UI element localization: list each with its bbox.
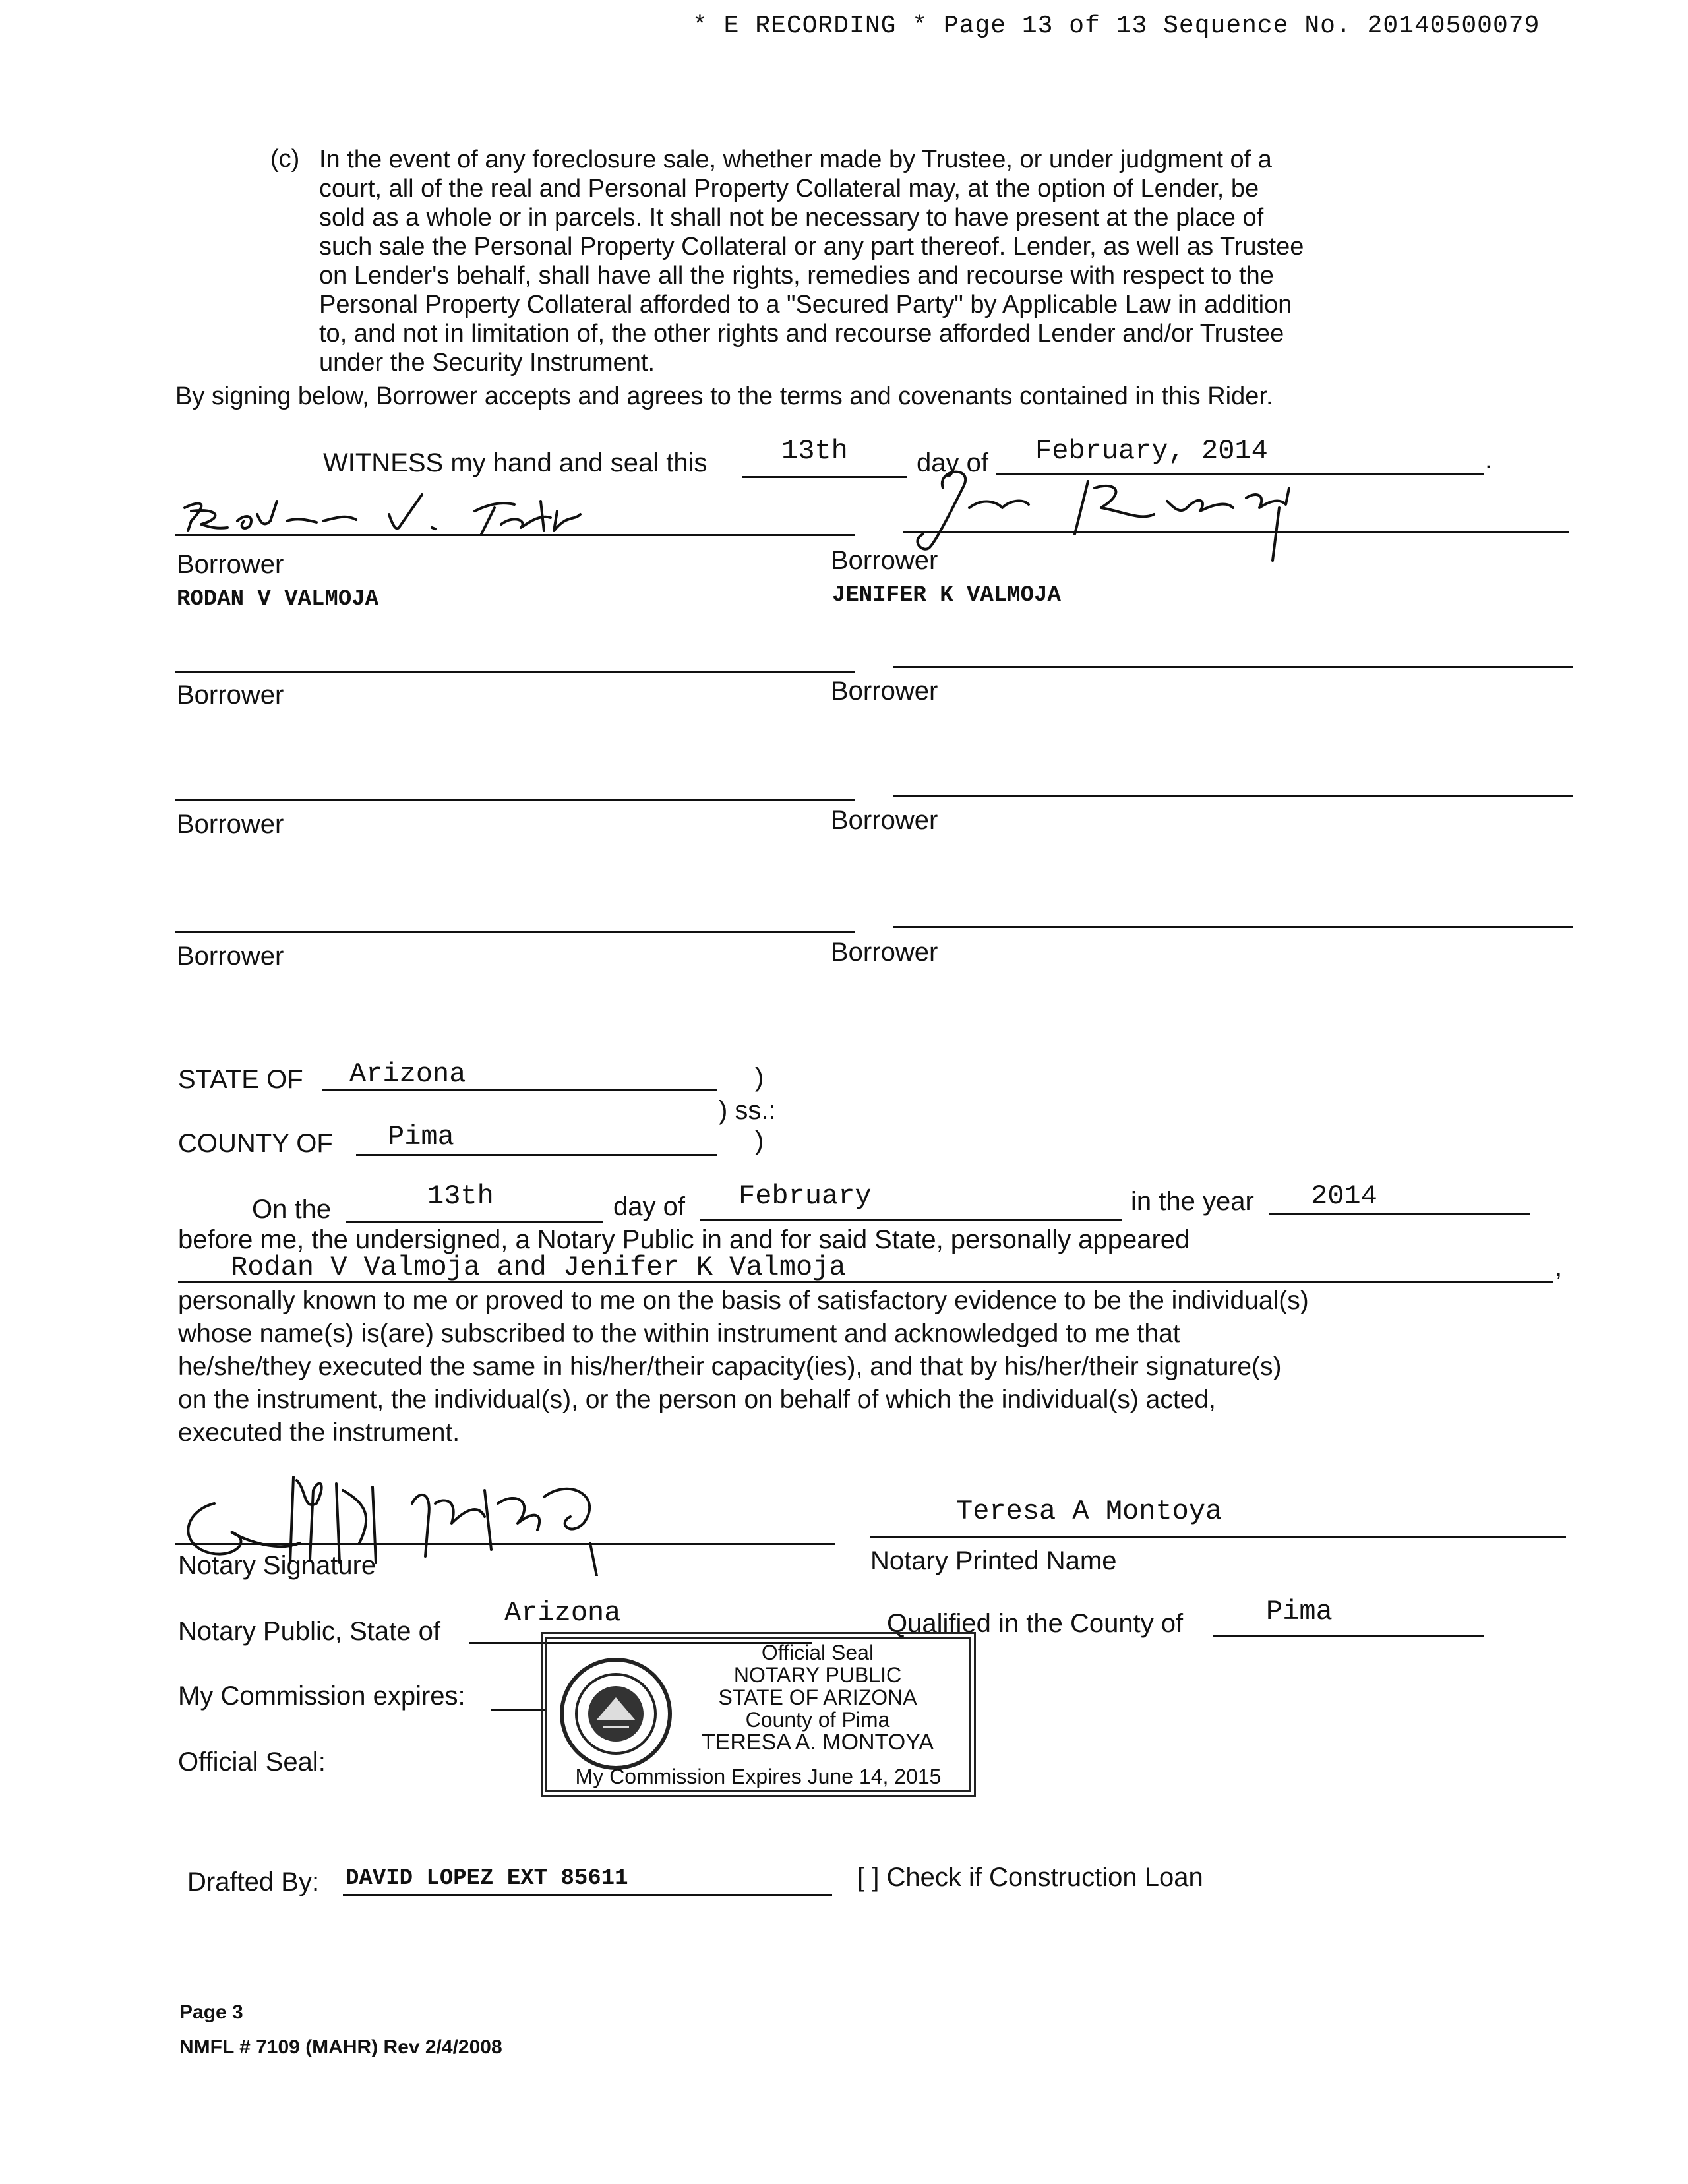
- notary-signature-label: Notary Signature: [178, 1551, 377, 1580]
- borrower-2-name: JENIFER K VALMOJA: [832, 583, 1061, 608]
- drafted-by-line: [343, 1894, 832, 1896]
- state-label: STATE OF: [178, 1065, 303, 1094]
- notary-state-value: Arizona: [504, 1597, 621, 1629]
- drafted-by-label: Drafted By:: [187, 1867, 320, 1896]
- ack-month-line: [700, 1219, 1122, 1221]
- recording-header: * E RECORDING * Page 13 of 13 Sequence No. 20140500079: [692, 12, 1540, 40]
- notary-county-line: [1213, 1635, 1484, 1637]
- ack-body-line: on the instrument, the individual(s), or the person on behalf of which the individual(s) acted,: [178, 1385, 1216, 1414]
- clause-c-line: court, all of the real and Personal Property Collateral may, at the option of Lender, be: [319, 175, 1259, 202]
- seal-line-2: NOTARY PUBLIC: [733, 1663, 902, 1687]
- borrower-3-line: [175, 671, 855, 673]
- notary-printed-name-line: [870, 1536, 1566, 1538]
- borrower-2-label: Borrower: [831, 546, 938, 575]
- borrower-7-line: [175, 931, 855, 933]
- borrower-3-label: Borrower: [177, 681, 284, 710]
- in-the-year-label: in the year: [1131, 1187, 1254, 1216]
- clause-c-line: In the event of any foreclosure sale, whether made by Trustee, or under judgment of a: [319, 146, 1272, 173]
- construction-loan-checkbox[interactable]: [ ] Check if Construction Loan: [857, 1863, 1203, 1892]
- ack-body-line: executed the instrument.: [178, 1418, 460, 1447]
- official-seal-label: Official Seal:: [178, 1747, 326, 1776]
- appeared-persons: Rodan V Valmoja and Jenifer K Valmoja: [231, 1252, 846, 1283]
- appeared-line: [178, 1281, 1553, 1283]
- notary-printed-name-label: Notary Printed Name: [870, 1546, 1117, 1575]
- ack-year: 2014: [1311, 1180, 1377, 1212]
- ack-body-line: he/she/they executed the same in his/her/their capacity(ies), and that by his/her/their signature(s): [178, 1352, 1282, 1381]
- ack-day-line: [346, 1221, 603, 1223]
- borrower-6-line: [893, 795, 1573, 797]
- acknowledgment-body: [178, 1285, 1309, 1449]
- notary-state-label: Notary Public, State of: [178, 1617, 440, 1646]
- borrower-6-label: Borrower: [831, 806, 938, 835]
- qualified-label: Qualified in the County of: [887, 1609, 1184, 1638]
- county-paren: ): [755, 1126, 764, 1155]
- on-the-label: On the: [252, 1195, 332, 1224]
- seal-line-5: TERESA A. MONTOYA: [701, 1730, 934, 1755]
- clause-c-line: sold as a whole or in parcels. It shall not be necessary to have present at the place of: [319, 204, 1264, 231]
- seal-line-1: Official Seal: [761, 1641, 874, 1664]
- ss-label: ) ss.:: [719, 1096, 776, 1125]
- borrower-5-label: Borrower: [177, 810, 284, 839]
- county-label: COUNTY OF: [178, 1129, 333, 1158]
- seal-line-4: County of Pima: [745, 1708, 890, 1732]
- drafted-by-value: DAVID LOPEZ EXT 85611: [346, 1866, 628, 1891]
- clause-c-line: on Lender's behalf, shall have all the rights, remedies and recourse with respect to the: [319, 262, 1274, 289]
- agreement-text: By signing below, Borrower accepts and agrees to the terms and covenants contained in this Rider.: [175, 382, 1273, 410]
- clause-c-label: (c): [270, 145, 300, 173]
- witness-day-line: [742, 476, 907, 478]
- state-seal-emblem: [557, 1648, 675, 1780]
- ack-body-line: personally known to me or proved to me on the basis of satisfactory evidence to be the individual(s): [178, 1287, 1309, 1315]
- clause-c-line: under the Security Instrument.: [319, 349, 655, 377]
- witness-prefix: WITNESS my hand and seal this: [323, 448, 708, 477]
- notary-county-value: Pima: [1266, 1596, 1333, 1627]
- clause-c-text: [319, 145, 1304, 377]
- borrower-1-label: Borrower: [177, 550, 284, 579]
- borrower-4-line: [893, 666, 1573, 668]
- notary-signature-line: [175, 1543, 835, 1545]
- county-line: [356, 1154, 717, 1156]
- witness-month-year: February, 2014: [1035, 435, 1268, 467]
- witness-day: 13th: [781, 435, 848, 467]
- borrower-4-label: Borrower: [831, 677, 938, 706]
- borrower-2-line: [903, 531, 1569, 533]
- form-number: NMFL # 7109 (MAHR) Rev 2/4/2008: [179, 2036, 502, 2058]
- appeared-comma: ,: [1555, 1253, 1563, 1282]
- borrower-5-line: [175, 799, 855, 801]
- witness-day-of: day of: [917, 448, 988, 477]
- ack-day-of: day of: [613, 1192, 685, 1221]
- county-value: Pima: [388, 1121, 454, 1153]
- ack-day: 13th: [427, 1180, 494, 1212]
- state-value: Arizona: [349, 1058, 466, 1090]
- ack-year-line: [1269, 1213, 1530, 1215]
- borrower-7-label: Borrower: [177, 942, 284, 971]
- borrower-1-line: [175, 534, 855, 536]
- before-me-text: before me, the undersigned, a Notary Public in and for said State, personally appeared: [178, 1225, 1190, 1254]
- state-paren: ): [755, 1063, 764, 1092]
- ack-body-line: whose name(s) is(are) subscribed to the within instrument and acknowledged to me that: [178, 1320, 1180, 1348]
- official-seal-stamp: [541, 1632, 976, 1797]
- borrower-8-line: [893, 926, 1573, 928]
- borrower-8-label: Borrower: [831, 938, 938, 967]
- page-number: Page 3: [179, 2001, 243, 2023]
- borrower-1-name: RODAN V VALMOJA: [177, 587, 379, 612]
- clause-c-line: Personal Property Collateral afforded to a "Secured Party" by Applicable Law in addition: [319, 291, 1292, 318]
- clause-c-line: to, and not in limitation of, the other rights and recourse afforded Lender and/or Trustee: [319, 320, 1284, 348]
- seal-line-6: My Commission Expires June 14, 2015: [575, 1765, 942, 1788]
- seal-line-3: STATE OF ARIZONA: [718, 1685, 917, 1709]
- borrower-1-signature: [171, 481, 620, 554]
- witness-end: .: [1485, 445, 1493, 474]
- ack-month: February: [738, 1180, 872, 1212]
- borrower-2-signature: [890, 462, 1325, 580]
- clause-c-line: such sale the Personal Property Collateral or any part thereof. Lender, as well as Trustee: [319, 233, 1304, 260]
- notary-printed-name: Teresa A Montoya: [956, 1496, 1222, 1527]
- commission-label: My Commission expires:: [178, 1682, 466, 1711]
- commission-line: [491, 1709, 547, 1711]
